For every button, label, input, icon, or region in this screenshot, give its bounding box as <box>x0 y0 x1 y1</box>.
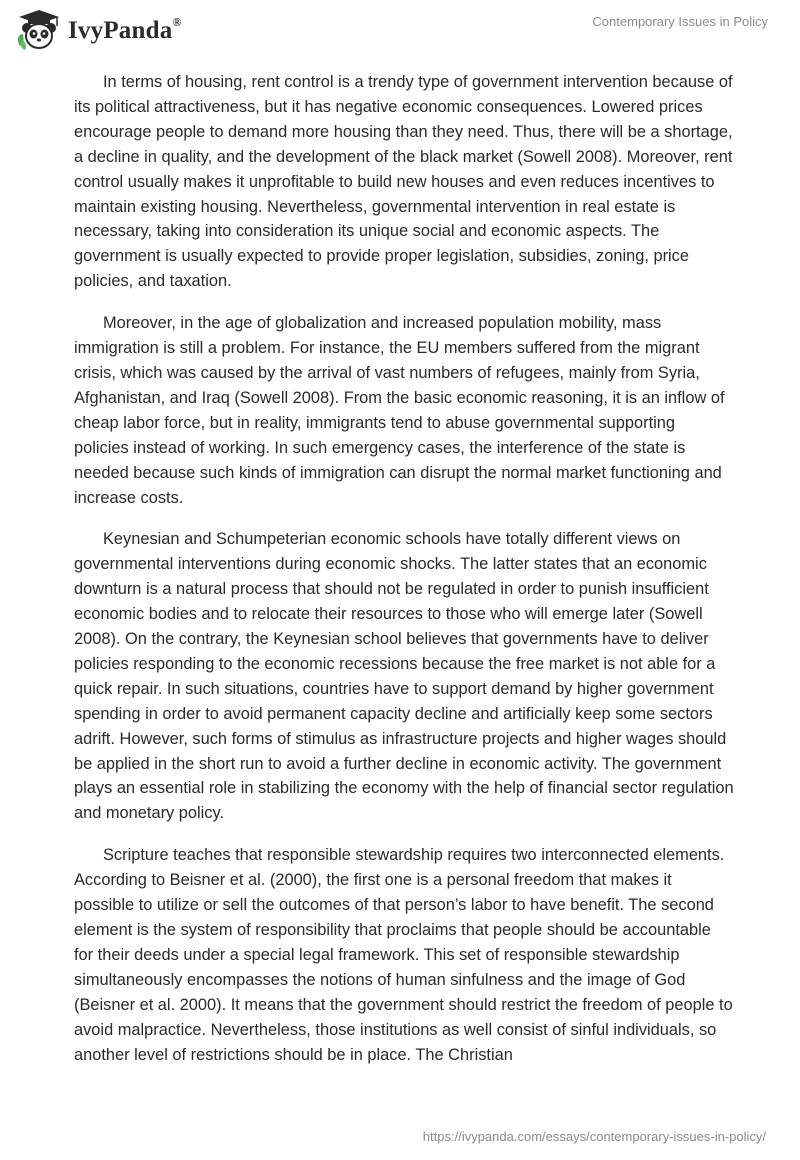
paragraph-housing: In terms of housing, rent control is a trendy type of government intervention because of its political attractiveness, but it has negative economic consequences. Lowered prices encourage people to demand more housing than they need. Thus, there will be a shortage, a decline in quality, and the development of the black market (Sowell 2008). Moreover, rent control usually makes it unprofitable to build new houses and even reduces incentives to maintain existing housing. Nevertheless, governmental intervention in real estate is necessary, taking into consideration its unique social and economic aspects. The government is usually expected to provide proper legislation, subsidies, zoning, price policies, and taxation. <box>74 73 733 291</box>
paragraph-economic-schools: Keynesian and Schumpeterian economic schools have totally different views on governmental interventions during economic shocks. The latter states that an economic downturn is a natural process that should not be regulated in order to punish insufficient economic bodies and to relocate their resources to those who will emerge later (Sowell 2008). On the contrary, the Keynesian school believes that governments have to deliver policies responding to the economic recessions because the free market is not able for a quick repair. In such situations, countries have to support demand by higher government spending in order to avoid permanent capacity decline and artificially keep some sectors adrift. However, such forms of stimulus as infrastructure projects and higher wages should be applied in the short run to avoid a further decline in economic activity. The government plays an essential role in stabilizing the economy with the help of financial sector regulation and monetary policy. <box>74 530 734 823</box>
brand-text: IvyPanda <box>68 17 173 44</box>
document-title: Contemporary Issues in Policy <box>592 14 768 29</box>
ivypanda-logo[interactable] <box>14 8 182 52</box>
page-header <box>0 0 800 60</box>
essay-body <box>74 70 734 1084</box>
panda-graduate-icon <box>14 8 64 52</box>
paragraph-stewardship: Scripture teaches that responsible stewardship requires two interconnected elements. According to Beisner et al. (2000), the first one is a personal freedom that makes it possible to utilize or sell the outcomes of that person’s labor to have benefit. The second element is the system of responsibility that proclaims that people should be accountable for their deeds under a special legal framework. This set of responsible stewardship simultaneously encompasses the notions of human sinfulness and the image of God (Beisner et al. 2000). It means that the government should restrict the freedom of people to avoid malpractice. Nevertheless, those institutions as well consist of sinful individuals, so another level of restrictions should be in place. The Christian <box>74 846 733 1064</box>
source-url-link[interactable]: https://ivypanda.com/essays/contemporary-issues-in-policy/ <box>422 1129 766 1144</box>
paragraph-immigration: Moreover, in the age of globalization and increased population mobility, mass immigration is still a problem. For instance, the EU members suffered from the migrant crisis, which was caused by the arrival of vast numbers of refugees, mainly from Syria, Afghanistan, and Iraq (Sowell 2008). From the basic economic reasoning, it is an inflow of cheap labor force, but in reality, immigrants tend to abuse governmental supporting policies instead of working. In such emergency cases, the interference of the state is needed because such kinds of immigration can disrupt the normal market functioning and increase costs. <box>74 314 725 507</box>
registered-mark: ® <box>172 14 182 29</box>
brand-name <box>68 14 182 45</box>
